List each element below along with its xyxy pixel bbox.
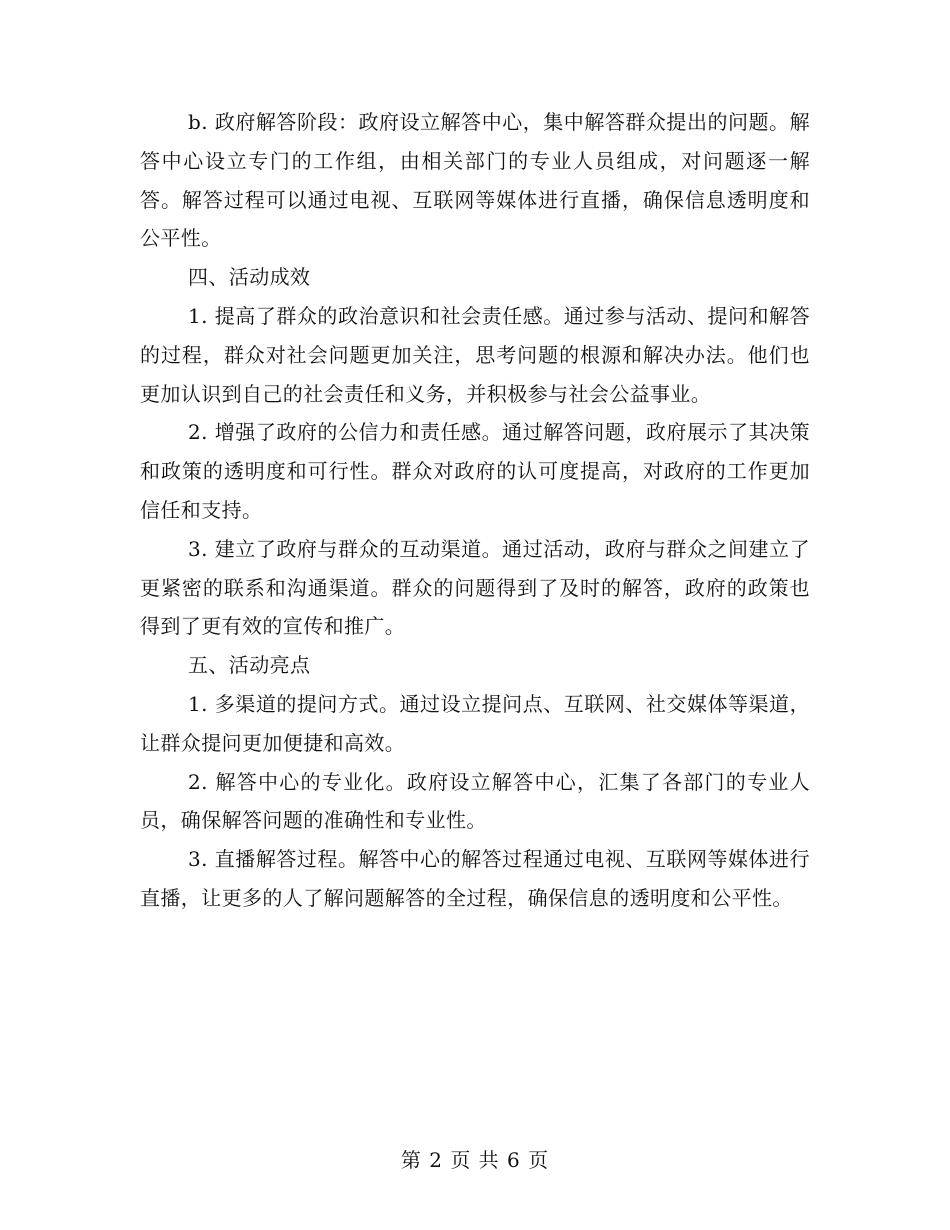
page-number-label: 第 2 页 共 6 页: [400, 1148, 550, 1172]
page-footer: [0, 1146, 950, 1174]
paragraph-government-answer-stage: b. 政府解答阶段：政府设立解答中心，集中解答群众提出的问题。解答中心设立专门的工作组，由相关部门的专业人员组成，对问题逐一解答。解答过程可以通过电视、互联网等媒体进行直播，确保信息透明度和公平性。: [140, 110, 810, 251]
paragraph-result-3: 3. 建立了政府与群众的互动渠道。通过活动，政府与群众之间建立了更紧密的联系和沟通渠道。群众的问题得到了及时的解答，政府的政策也得到了更有效的宣传和推广。: [140, 536, 810, 639]
document-body: [140, 103, 810, 918]
paragraph-result-1: 1. 提高了群众的政治意识和社会责任感。通过参与活动、提问和解答的过程，群众对社会问题更加关注，思考问题的根源和解决办法。他们也更加认识到自己的社会责任和义务，并积极参与社会公益事业。: [140, 303, 810, 406]
heading-activity-highlights: 五、活动亮点: [188, 653, 311, 678]
paragraph-result-2: 2. 增强了政府的公信力和责任感。通过解答问题，政府展示了其决策和政策的透明度和可行性。群众对政府的认可度提高，对政府的工作更加信任和支持。: [140, 420, 810, 522]
paragraph-highlight-1: 1. 多渠道的提问方式。通过设立提问点、互联网、社交媒体等渠道，让群众提问更加便捷和高效。: [140, 691, 810, 755]
paragraph-highlight-2: 2. 解答中心的专业化。政府设立解答中心，汇集了各部门的专业人员，确保解答问题的准确性和专业性。: [140, 769, 810, 833]
heading-activity-results: 四、活动成效: [188, 265, 311, 290]
paragraph-highlight-3: 3. 直播解答过程。解答中心的解答过程通过电视、互联网等媒体进行直播，让更多的人了解问题解答的全过程，确保信息的透明度和公平性。: [140, 847, 810, 910]
